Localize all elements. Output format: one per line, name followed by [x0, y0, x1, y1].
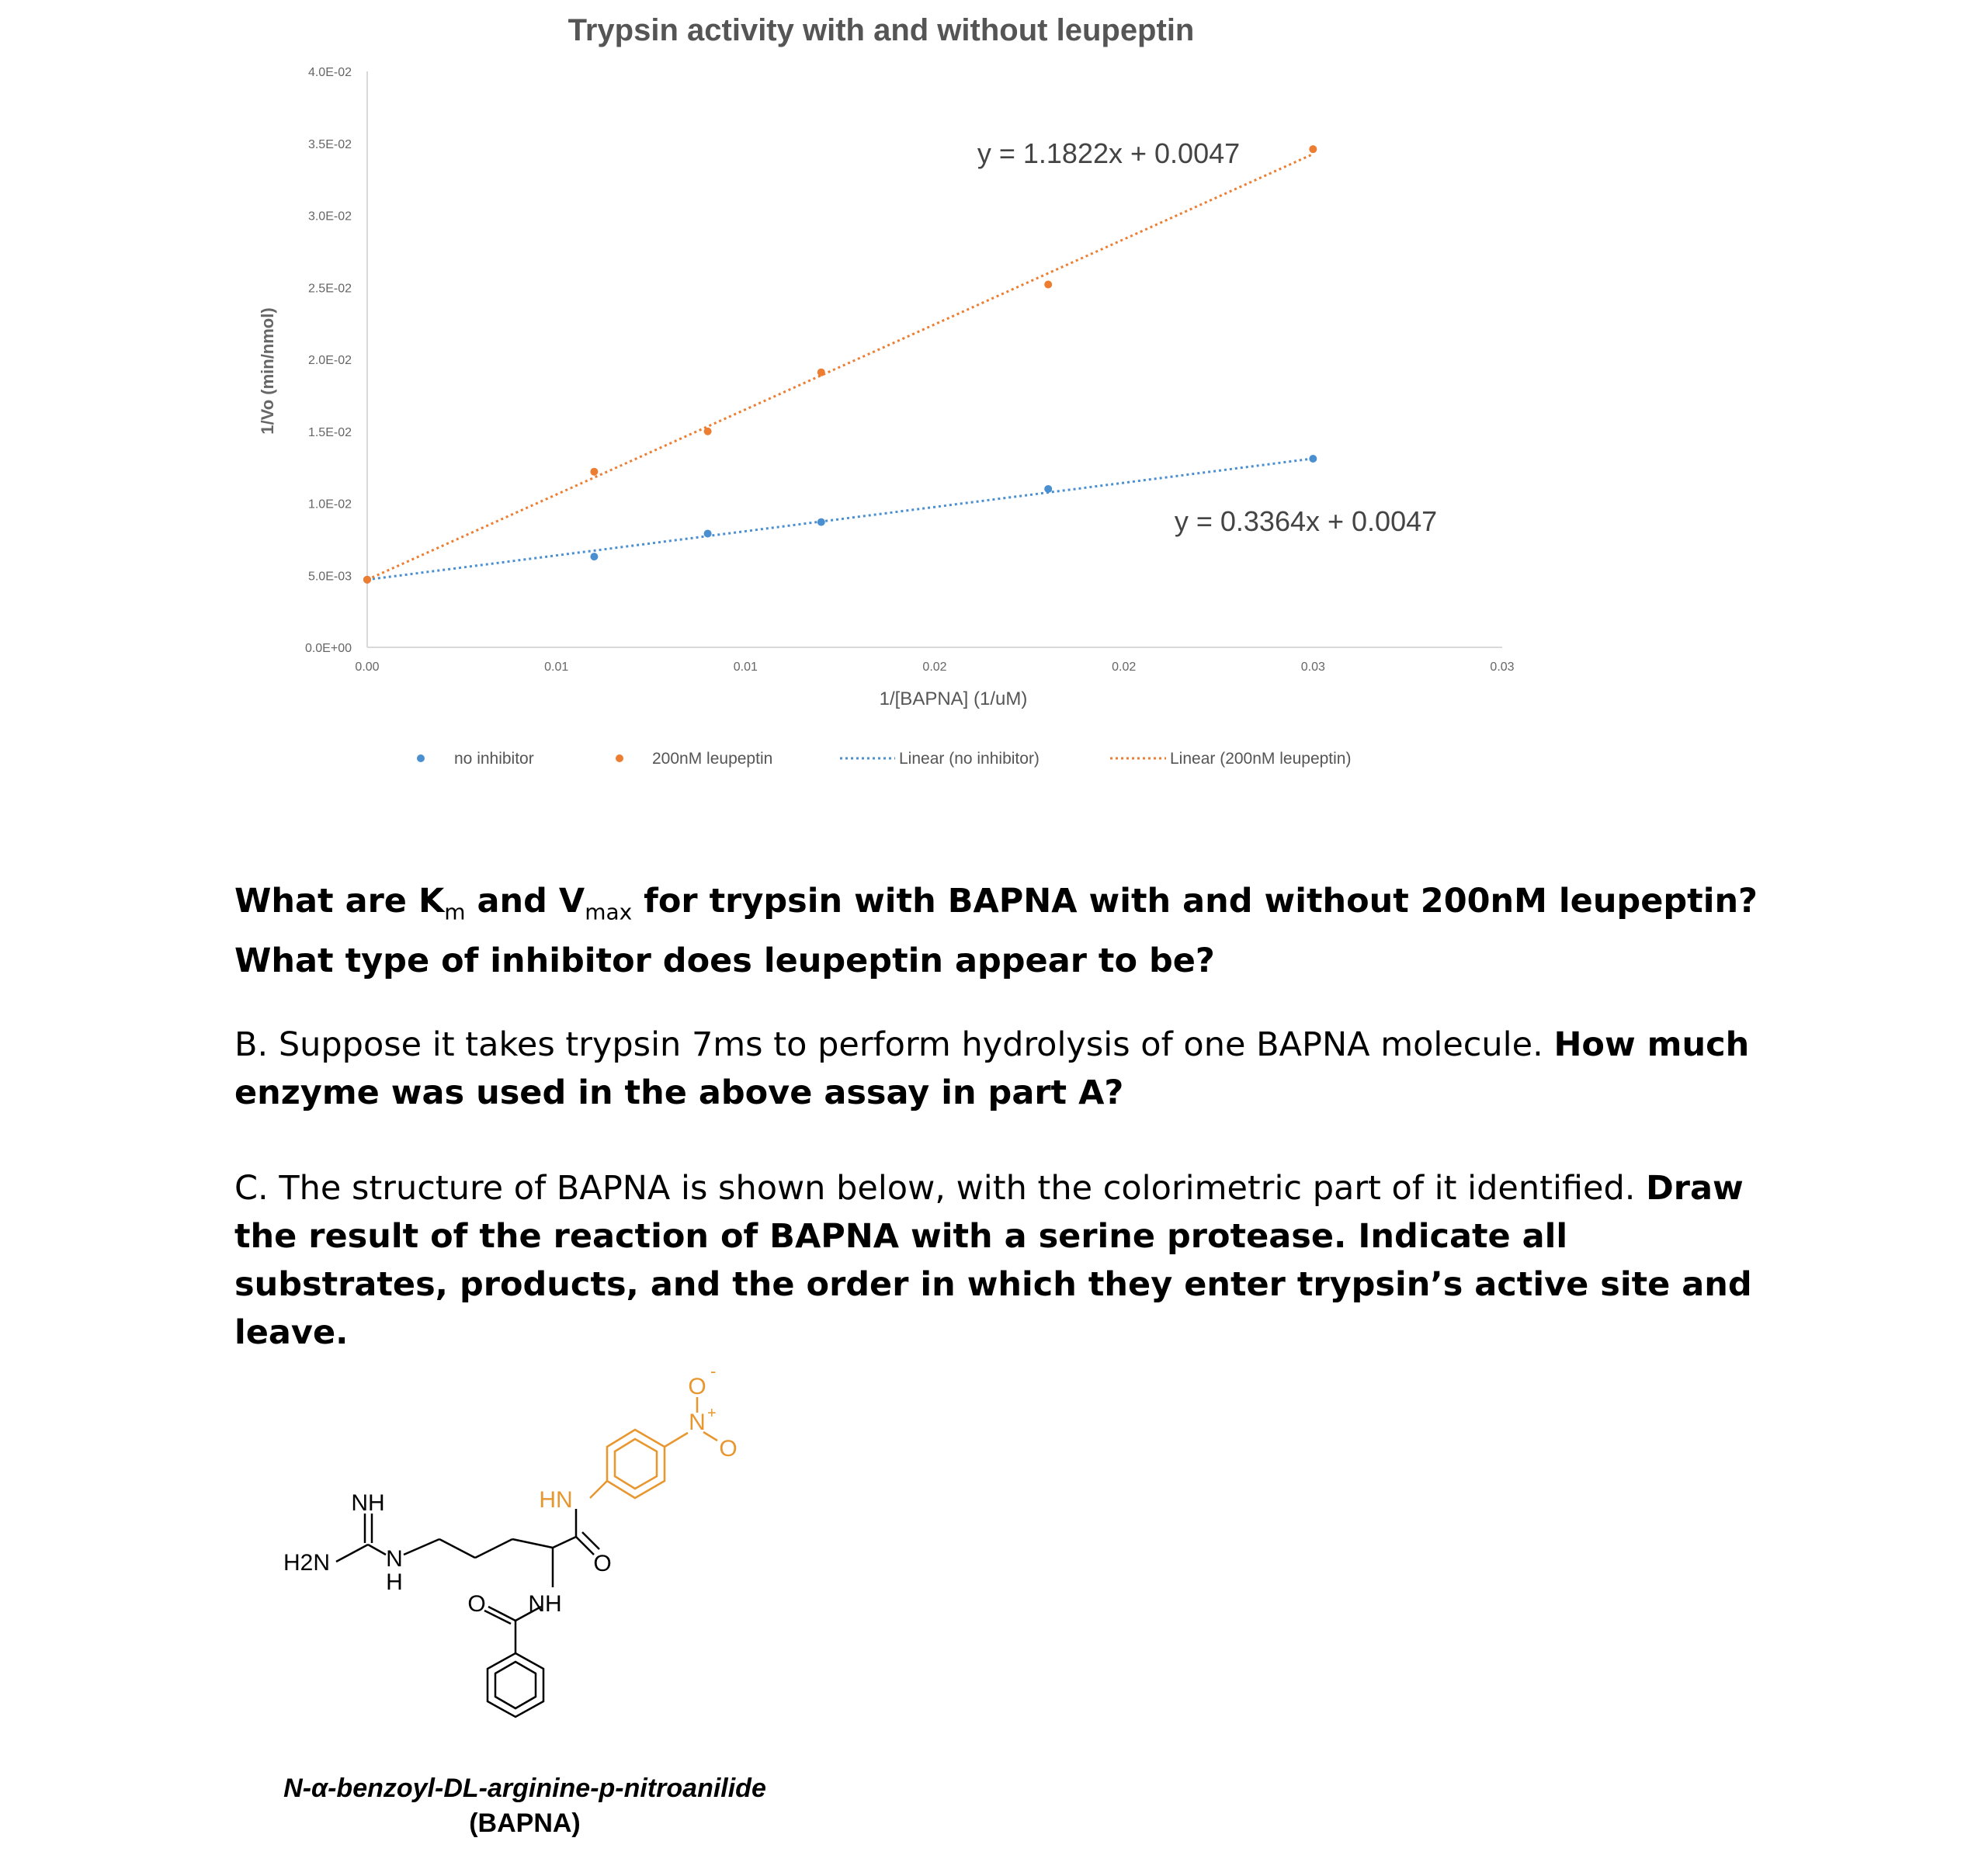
y-axis-ticks: [305, 66, 352, 655]
x-tick-label: 0.02: [922, 661, 947, 674]
legend-marker-leupeptin: [616, 754, 623, 762]
question-b-bold: How much enzyme was used in the above assay in part A?: [234, 1025, 1750, 1112]
y-tick-label: 2.0E-02: [307, 354, 352, 367]
y-tick-label: 5.0E-03: [307, 570, 352, 584]
atom-o-benzoyl: O: [467, 1591, 486, 1617]
atom-labels: [283, 1361, 738, 1617]
y-tick-label: 4.0E-02: [307, 66, 352, 79]
question-a-text-2: and V: [465, 882, 585, 921]
question-c: [234, 1164, 1779, 1357]
compound-abbreviation: (BAPNA): [469, 1808, 581, 1838]
vmax-subscript: max: [585, 899, 633, 925]
atom-n-nitro: N: [689, 1410, 706, 1435]
trendline-no-inhibitor: [367, 459, 1313, 580]
data-point-leupeptin: [704, 428, 712, 435]
question-c-plain: C. The structure of BAPNA is shown below, with the colorimetric part of it identified.: [234, 1169, 1647, 1208]
y-tick-label: 3.0E-02: [307, 210, 352, 224]
compound-name: N-α-benzoyl-DL-arginine-p-nitroanilide: [283, 1774, 766, 1803]
data-point-leupeptin: [1309, 145, 1317, 153]
legend-label-leupeptin: 200nM leupeptin: [652, 750, 773, 768]
atom-n-guanidine: N: [386, 1546, 403, 1572]
data-point-no-inhibitor: [817, 518, 825, 526]
trendline-leupeptin: [367, 154, 1313, 580]
atom-hn-anilide: HN: [539, 1487, 573, 1513]
data-point-leupeptin: [1044, 281, 1052, 289]
y-tick-label: 1.0E-02: [307, 498, 352, 511]
question-a-text-3: for trypsin with BAPNA with and without 200nM leupeptin? What type of inhibitor does leupeptin appear to be?: [234, 882, 1758, 980]
legend-label-no-inhibitor: no inhibitor: [454, 750, 534, 768]
trendlines: [367, 154, 1313, 580]
atom-h-guanidine: H: [386, 1569, 403, 1595]
x-tick-label: 0.01: [544, 661, 569, 674]
data-point-no-inhibitor: [590, 553, 598, 560]
x-axis-ticks: [355, 661, 1514, 674]
question-b: [234, 1021, 1779, 1117]
atom-nh-benzoyl: NH: [528, 1591, 562, 1617]
atom-h2n: H2N: [283, 1550, 331, 1576]
data-point-leupeptin: [363, 576, 371, 584]
km-subscript: m: [444, 899, 466, 925]
x-tick-label: 0.02: [1112, 661, 1137, 674]
x-tick-label: 0.00: [355, 661, 380, 674]
data-point-no-inhibitor: [1044, 485, 1052, 493]
legend-label-linear-no-inhibitor: Linear (no inhibitor): [899, 750, 1040, 768]
legend-label-linear-leupeptin: Linear (200nM leupeptin): [1170, 750, 1352, 768]
data-point-leupeptin: [817, 369, 825, 376]
x-tick-label: 0.03: [1490, 661, 1515, 674]
atom-o-minus: O: [688, 1374, 706, 1399]
y-tick-label: 1.5E-02: [307, 425, 352, 439]
question-a-text-1: What are K: [234, 882, 445, 921]
x-tick-label: 0.01: [733, 661, 758, 674]
atom-nh-imine: NH: [351, 1490, 385, 1516]
y-tick-label: 3.5E-02: [307, 137, 352, 151]
x-tick-label: 0.03: [1300, 661, 1325, 674]
data-point-no-inhibitor: [704, 529, 712, 537]
trendline-equation-no-inhibitor: y = 0.3364x + 0.0047: [1174, 505, 1438, 537]
atom-minus-charge: -: [710, 1361, 717, 1381]
atom-plus-charge: +: [707, 1405, 717, 1422]
question-c-bold: Draw the result of the reaction of BAPNA with a serine protease. Indicate all substrates, products, and the order in which they enter trypsin’s active site and leave.: [234, 1169, 1752, 1352]
question-b-plain: B. Suppose it takes trypsin 7ms to perform hydrolysis of one BAPNA molecule.: [234, 1025, 1554, 1064]
x-axis-label: 1/[BAPNA] (1/uM): [879, 688, 1028, 709]
chart-legend: [417, 750, 1351, 768]
data-point-no-inhibitor: [1309, 455, 1317, 463]
y-axis-label: 1/Vo (min/nmol): [258, 307, 277, 435]
atom-o-amide: O: [593, 1551, 612, 1576]
atom-o-nitro: O: [719, 1436, 738, 1462]
trendline-equation-leupeptin: y = 1.1822x + 0.0047: [977, 137, 1241, 169]
lineweaver-burk-chart: [233, 0, 1599, 792]
chart-title: Trypsin activity with and without leupeptin: [567, 13, 1195, 47]
data-point-leupeptin: [590, 468, 598, 476]
y-tick-label: 0.0E+00: [304, 642, 352, 655]
question-a: [234, 877, 1779, 985]
y-tick-label: 2.5E-02: [307, 282, 352, 296]
legend-marker-no-inhibitor: [417, 754, 425, 762]
